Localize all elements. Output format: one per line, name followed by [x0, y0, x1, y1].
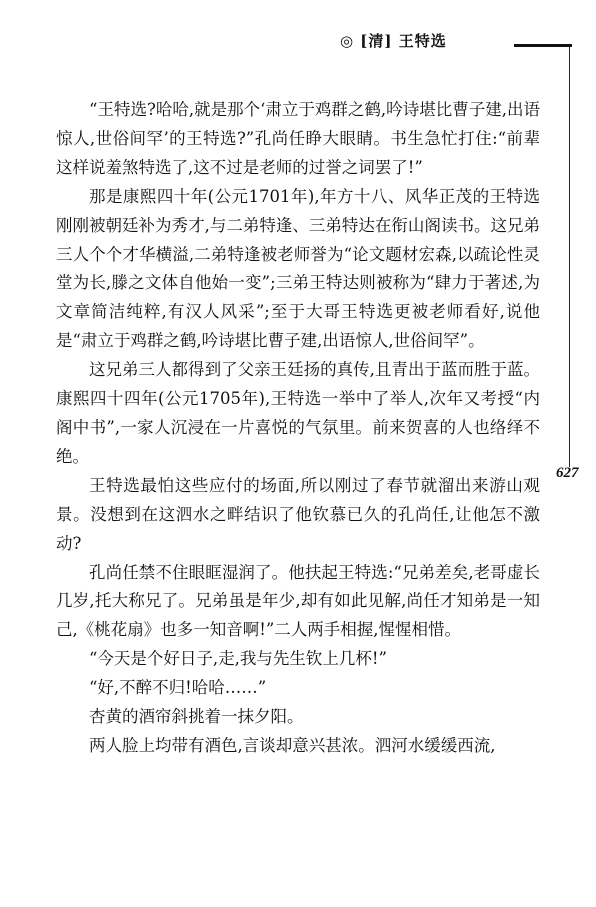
header-rule — [514, 44, 572, 47]
paragraph: 两人脸上均带有酒色,言谈却意兴甚浓。泗河水缓缓西流, — [89, 735, 496, 755]
paragraph: 那是康熙四十年(公元1701年),年方十八、风华正茂的王特选刚刚被朝廷补为秀才,与二弟特逢、三弟特达在衔山阁读书。这兄弟三人个个才华横溢,二弟特逢被老师誉为“论文题材宏森,以疏论性灵堂为长,滕之文体自他始一变”;三弟王特达则被称为“肆力于著述,为文章简洁纯粹,有汉人风采”;至于大哥王特选更被老师看好,说他是“肃立于鸡群之鹤,吟诗堪比曹子建,出语惊人,世俗间罕”。 — [56, 186, 540, 351]
side-rule — [569, 47, 570, 467]
paragraph: 杏黄的酒帘斜挑着一抹夕阳。 — [89, 707, 304, 727]
paragraph: “好,不醉不归!哈哈……” — [89, 678, 267, 698]
page-number: 627 — [556, 465, 579, 481]
paragraph: “今天是个好日子,走,我与先生钦上几杯!” — [89, 649, 387, 669]
running-header: ◎ [清] 王特选 — [340, 32, 447, 50]
paragraph: 这兄弟三人都得到了父亲王廷扬的真传,且青出于蓝而胜于蓝。康熙四十四年(公元1705年),王特选一举中了举人,次年又考授“内阁中书”,一家人沉浸在一片喜悦的气氛里。前来贺喜的人也络绎不绝。 — [56, 360, 540, 466]
body-text — [56, 96, 540, 761]
paragraph: 孔尚任禁不住眼眶湿润了。他扶起王特选:“兄弟差矣,老哥虚长几岁,托大称兄了。兄弟虽是年少,却有如此见解,尚任才知弟是一知己,《桃花扇》也多一知音啊!”二人两手相握,惺惺相惜。 — [56, 562, 540, 640]
paragraph: “王特选?哈哈,就是那个‘肃立于鸡群之鹤,吟诗堪比曹子建,出语惊人,世俗间罕’的王特选?”孔尚任睁大眼睛。书生急忙打住:“前辈这样说羞煞特选了,这不过是老师的过誉之词罢了!” — [56, 100, 540, 177]
paragraph: 王特选最怕这些应付的场面,所以刚过了春节就溜出来游山观景。没想到在这泗水之畔结识了他钦慕已久的孔尚任,让他怎不激动? — [56, 475, 540, 553]
